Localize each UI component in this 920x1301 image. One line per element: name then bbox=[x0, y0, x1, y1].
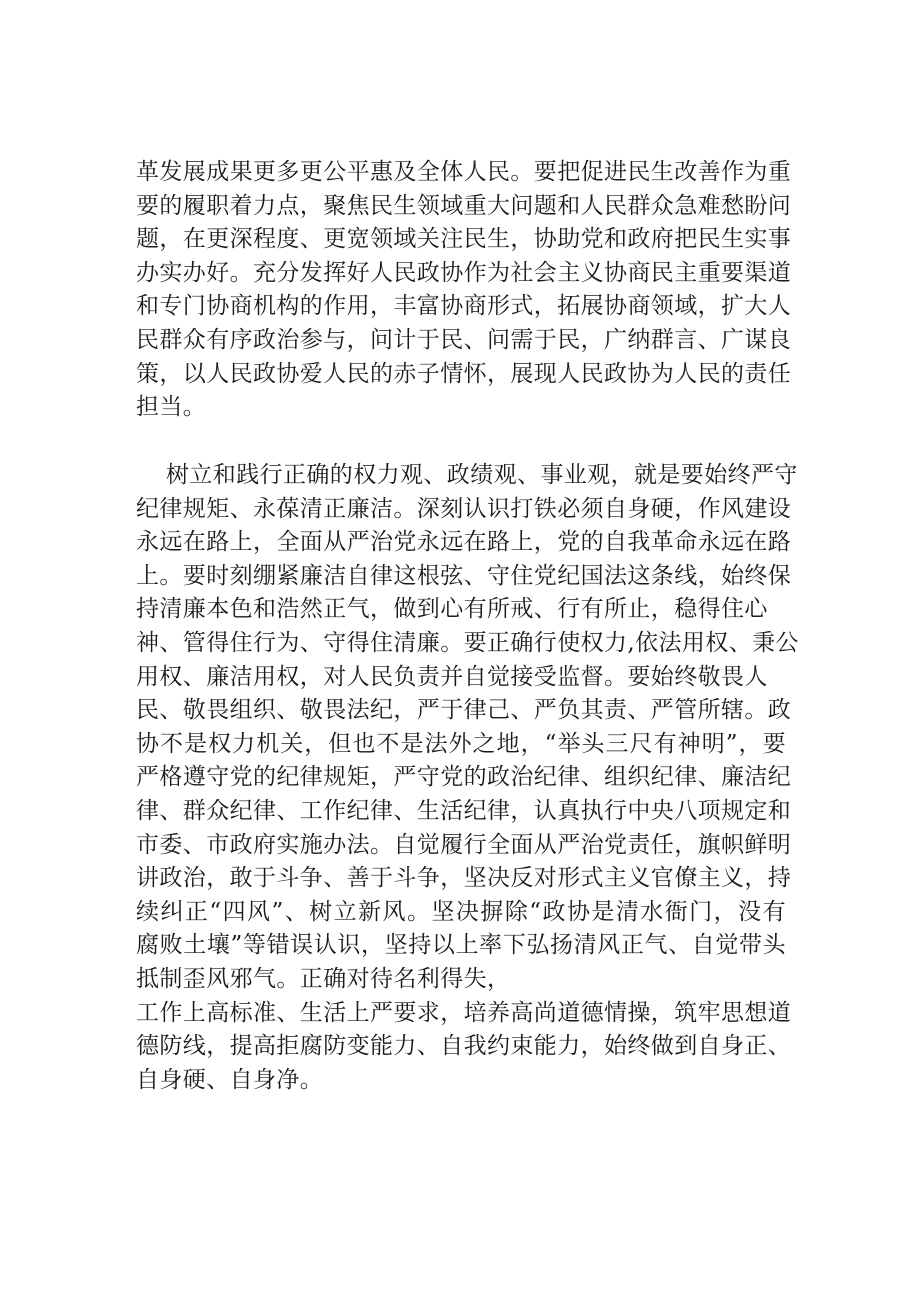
text-line: 民群众有序政治参与，问计于民、问需于民，广纳群言、广谋良 bbox=[136, 326, 792, 353]
text-line: 工作上高标准、生活上严要求，培养高尚道德情操，筑牢思想道 bbox=[136, 999, 792, 1026]
text-line: 持清廉本色和浩然正气，做到心有所戒、行有所止，稳得住心 bbox=[136, 596, 768, 623]
paragraph-discipline-integrity bbox=[136, 459, 799, 1097]
text-line: 办实办好。充分发挥好人民政协作为社会主义协商民主重要渠道 bbox=[136, 259, 792, 286]
text-line: 革发展成果更多更公平惠及全体人民。要把促进民生改善作为重 bbox=[136, 159, 792, 185]
text-line: 神、管得住行为、守得住清廉。要正确行使权力,依法用权、秉公 bbox=[136, 629, 799, 656]
text-line: 协不是权力机关，但也不是法外之地，“举头三尺有神明”，要 bbox=[136, 730, 786, 757]
text-line: 担当。 bbox=[136, 394, 207, 421]
text-line: 和专门协商机构的作用，丰富协商形式，拓展协商领域，扩大人 bbox=[136, 293, 792, 320]
text-line: 严格遵守党的纪律规矩，严守党的政治纪律、组织纪律、廉洁纪 bbox=[136, 764, 792, 791]
text-line: 律、群众纪律、工作纪律、生活纪律，认真执行中央八项规定和 bbox=[136, 797, 792, 824]
paragraph-people-livelihood bbox=[136, 156, 792, 425]
text-line: 德防线，提高拒腐防变能力、自我约束能力，始终做到自身正、 bbox=[136, 1033, 792, 1060]
text-line: 自身硬、自身净。 bbox=[136, 1066, 324, 1093]
text-line: 腐败土壤”等错误认识，坚持以上率下弘扬清风正气、自觉带头 bbox=[136, 932, 786, 959]
text-line: 要的履职着力点，聚焦民生领域重大问题和人民群众急难愁盼问 bbox=[136, 192, 792, 219]
text-line: 续纠正“四风”、树立新风。坚决摒除“政协是清水衙门，没有 bbox=[136, 898, 786, 925]
text-line: 抵制歪风邪气。正确对待名利得失， bbox=[136, 965, 511, 992]
text-line: 纪律规矩、永葆清正廉洁。深刻认识打铁必须自身硬，作风建设 bbox=[136, 495, 792, 522]
text-line: 民、敬畏组织、敬畏法纪，严于律己、严负其责、严管所辖。政 bbox=[136, 697, 792, 724]
text-line: 题，在更深程度、更宽领域关注民生，协助党和政府把民生实事 bbox=[136, 226, 792, 253]
text-line: 上。要时刻绷紧廉洁自律这根弦、守住党纪国法这条线，始终保 bbox=[136, 562, 792, 589]
text-line: 策，以人民政协爱人民的赤子情怀，展现人民政协为人民的责任 bbox=[136, 360, 792, 387]
text-line: 树立和践行正确的权力观、政绩观、事业观，就是要始终严守 bbox=[166, 462, 798, 488]
text-line: 永远在路上，全面从严治党永远在路上，党的自我革命永远在路 bbox=[136, 529, 792, 556]
text-line: 市委、市政府实施办法。自觉履行全面从严治党责任，旗帜鲜明 bbox=[136, 831, 792, 858]
text-line: 讲政治，敢于斗争、善于斗争，坚决反对形式主义官僚主义，持 bbox=[136, 865, 792, 892]
text-line: 用权、廉洁用权，对人民负责并自觉接受监督。要始终敬畏人 bbox=[136, 663, 768, 690]
